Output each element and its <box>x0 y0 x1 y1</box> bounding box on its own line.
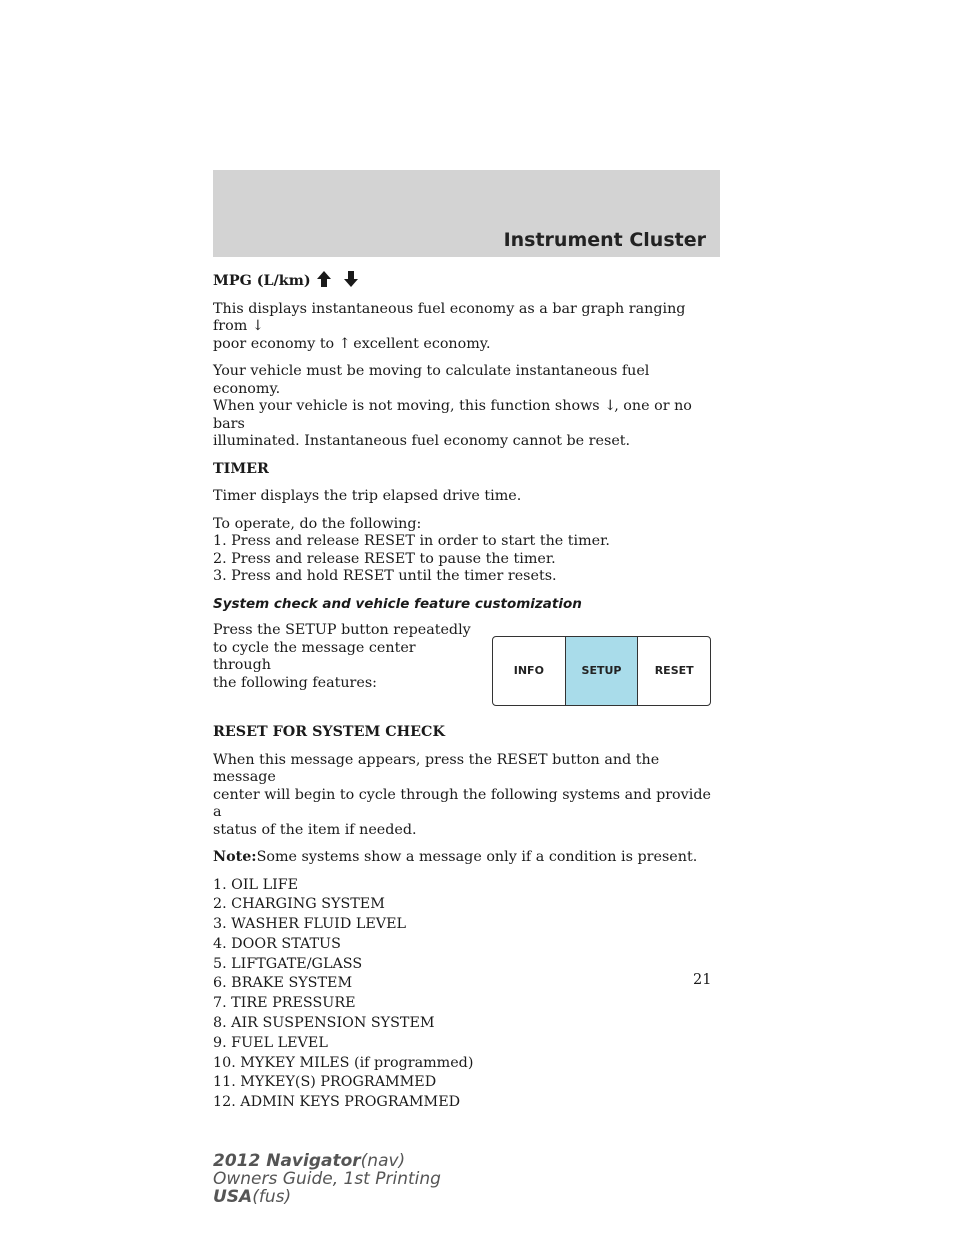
page-number: 21 <box>693 972 712 988</box>
timer-step-1: 1. Press and release RESET in order to start the timer. <box>213 533 610 549</box>
list-item: 4. DOOR STATUS <box>213 935 341 952</box>
list-item: 2. CHARGING SYSTEM <box>213 896 385 913</box>
mpg-paragraph-2: Your vehicle must be moving to calculate instantaneous fuel economy. When your vehicle is not moving, this function shows ↓, one or no bars illuminated. Instantaneous fuel economy cannot be reset. <box>213 363 692 449</box>
list-item: 1. OIL LIFE <box>213 876 299 893</box>
info-button: INFO <box>513 664 544 678</box>
setup-button: SETUP <box>565 637 639 705</box>
reset-check-paragraph: When this message appears, press the RESET button and the message center will begin to cycle through the following systems and provide a status of the item if needed. <box>213 751 711 838</box>
message-center-button-panel <box>492 636 711 706</box>
list-item: 8. AIR SUSPENSION SYSTEM <box>213 1015 435 1032</box>
list-item: 5. LIFTGATE/GLASS <box>213 955 363 972</box>
footer-line-2: Owners Guide, 1st Printing <box>213 1169 441 1189</box>
reset-check-heading: RESET FOR SYSTEM CHECK <box>213 724 445 740</box>
note-label: Note: <box>213 849 257 865</box>
up-arrow-icon: ↑ <box>338 335 351 352</box>
timer-step-3: 3. Press and hold RESET until the timer resets. <box>213 568 557 584</box>
section-title: Instrument Cluster <box>503 229 706 251</box>
timer-step-2: 2. Press and release RESET to pause the timer. <box>213 550 556 567</box>
note-text: Some systems show a message only if a condition is present. <box>256 849 698 865</box>
fuel-up-arrow-icon <box>316 270 332 288</box>
list-item: 10. MYKEY MILES (if programmed) <box>213 1054 474 1071</box>
list-item: 9. FUEL LEVEL <box>213 1034 328 1051</box>
section-header-bar <box>213 170 720 257</box>
down-arrow-icon: ↓ <box>251 318 264 334</box>
timer-paragraph-2: To operate, do the following: <box>213 515 422 532</box>
page-content <box>213 270 720 1114</box>
setup-description-row <box>213 622 720 710</box>
list-item: 3. WASHER FLUID LEVEL <box>213 916 407 933</box>
note-paragraph <box>213 849 720 867</box>
timer-heading: TIMER <box>213 460 269 477</box>
mpg-paragraph-1: This displays instantaneous fuel economy as a bar graph ranging from ↓ poor economy to ↑ excellent economy. <box>213 300 686 352</box>
footer-line-1: 2012 Navigator(nav) <box>213 1151 406 1171</box>
fuel-down-arrow-icon <box>343 270 359 288</box>
list-item: 7. TIRE PRESSURE <box>213 995 356 1012</box>
mpg-heading-row <box>213 270 720 291</box>
footer-line-3: USA(fus) <box>213 1187 292 1207</box>
list-item: 12. ADMIN KEYS PROGRAMMED <box>213 1094 461 1111</box>
mpg-heading: MPG (L/km) <box>213 273 311 289</box>
list-item: 11. MYKEY(S) PROGRAMMED <box>213 1074 437 1091</box>
list-item: 6. BRAKE SYSTEM <box>213 975 353 992</box>
document-footer <box>213 1152 441 1206</box>
reset-button: RESET <box>654 664 694 678</box>
system-check-heading: System check and vehicle feature customization <box>213 595 582 612</box>
down-arrow-icon: ↓ <box>604 398 617 414</box>
setup-description: Press the SETUP button repeatedly to cycle the message center through the following features: <box>213 622 471 691</box>
timer-paragraph-1: Timer displays the trip elapsed drive time. <box>213 488 522 504</box>
